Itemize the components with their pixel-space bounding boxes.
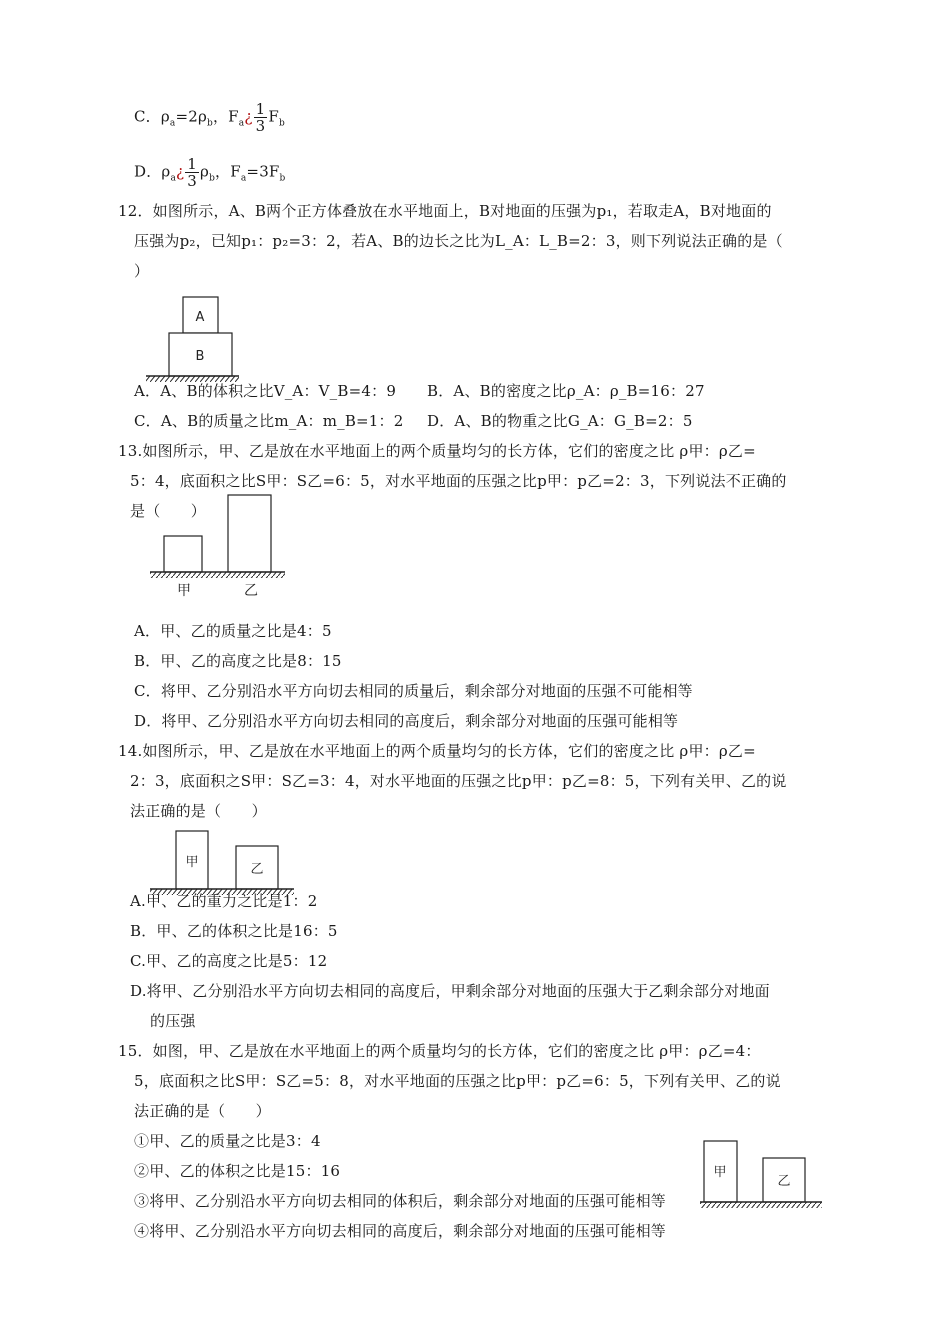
q14-stem-line2: 2：3，底面积之S甲：S乙=3：4，对水平地面的压强之比p甲：p乙=8：5，下列有关甲、乙的说: [130, 772, 787, 790]
q15-item-1: ①甲、乙的质量之比是3：4: [134, 1132, 321, 1150]
q14-option-d-line1: D.将甲、乙分别沿水平方向切去相同的高度后，甲剩余部分对地面的压强大于乙剩余部分对地面: [130, 982, 770, 1000]
q13-option-a: A．甲、乙的质量之比是4：5: [134, 622, 332, 640]
q14-stem-line1: 14.如图所示，甲、乙是放在水平地面上的两个质量均匀的长方体，它们的密度之比 ρ甲：ρ乙=: [118, 742, 756, 760]
q13-stem-line2: 5：4，底面积之比S甲：S乙=6：5，对水平地面的压强之比p甲：p乙=2：3，下列说法不正确的: [130, 472, 787, 490]
block-yi: [228, 495, 271, 572]
q14-figure-blocks: [148, 828, 298, 896]
q14-stem-line3: 法正确的是（ ）: [130, 802, 267, 820]
q12-stem-line3: ）: [134, 262, 150, 280]
label-yi: 乙: [777, 1174, 791, 1189]
q13-option-d: D．将甲、乙分别沿水平方向切去相同的高度后，剩余部分对地面的压强可能相等: [134, 712, 679, 730]
q14-option-a: A.甲、乙的重力之比是1：2: [130, 892, 318, 910]
label-jia: 甲: [713, 1165, 727, 1180]
q14-option-c: C.甲、乙的高度之比是5：12: [130, 952, 328, 970]
q15-stem-line3: 法正确的是（ ）: [134, 1102, 271, 1120]
q12-option-a: A．A、B的体积之比V_A：V_B=4：9: [134, 382, 397, 400]
q13-option-c: C．将甲、乙分别沿水平方向切去相同的质量后，剩余部分对地面的压强不可能相等: [134, 682, 693, 700]
q12-stem-line1: 12．如图所示，A、B两个正方体叠放在水平地面上，B对地面的压强为p₁，若取走A，B对地面的: [118, 202, 772, 220]
q12-stem-line2: 压强为p₂，已知p₁：p₂=3：2，若A、B的边长之比为L_A：L_B=2：3，则下列说法正确的是（: [134, 232, 783, 250]
q12-option-c: C．A、B的质量之比m_A：m_B=1：2: [134, 412, 404, 430]
q13-figure-blocks: [148, 492, 288, 602]
cube-a-label: A: [195, 310, 205, 325]
cube-b-label: B: [195, 349, 205, 364]
q15-figure-blocks: [700, 1138, 825, 1210]
fraction-one-third: $\frac{1}{3}$: [187, 155, 198, 190]
q15-item-4: ④将甲、乙分别沿水平方向切去相同的高度后，剩余部分对地面的压强可能相等: [134, 1222, 667, 1240]
q15-item-2: ②甲、乙的体积之比是15：16: [134, 1162, 341, 1180]
q14-option-d-line2: 的压强: [150, 1012, 196, 1030]
q11-option-c: C．$\rho_a=2\rho_b$，$F_a¿$ $\frac{1}{3}$ $F_b$: [134, 100, 285, 135]
q12-figure-stacked-cubes: [140, 292, 240, 384]
q15-stem-line1: 15．如图，甲、乙是放在水平地面上的两个质量均匀的长方体，它们的密度之比 ρ甲：ρ乙=4：: [118, 1042, 761, 1060]
q15-item-3: ③将甲、乙分别沿水平方向切去相同的体积后，剩余部分对地面的压强可能相等: [134, 1192, 667, 1210]
label-jia: 甲: [177, 583, 191, 599]
q14-option-b: B．甲、乙的体积之比是16：5: [130, 922, 338, 940]
label-yi: 乙: [250, 862, 264, 877]
q15-stem-line2: 5，底面积之比S甲：S乙=5：8，对水平地面的压强之比p甲：p乙=6：5，下列有关甲、乙的说: [134, 1072, 781, 1090]
q11-option-d: D．$\rho_a¿$ $\frac{1}{3}$ $\rho_b$，$F_a=3F_b$: [134, 155, 286, 190]
ground-hatch: [150, 572, 285, 578]
fraction-one-third: $\frac{1}{3}$: [255, 100, 266, 135]
label-yi: 乙: [244, 583, 258, 599]
q13-stem-line1: 13.如图所示，甲、乙是放在水平地面上的两个质量均匀的长方体，它们的密度之比 ρ甲：ρ乙=: [118, 442, 756, 460]
q13-stem-line3: 是（ ）: [130, 502, 207, 520]
block-jia: [164, 536, 202, 572]
q13-option-b: B．甲、乙的高度之比是8：15: [134, 652, 342, 670]
q12-option-d: D．A、B的物重之比G_A：G_B=2：5: [427, 412, 693, 430]
q12-option-b: B．A、B的密度之比ρ_A：ρ_B=16：27: [427, 382, 705, 400]
label-jia: 甲: [185, 855, 199, 870]
ground-hatch: [700, 1202, 822, 1208]
